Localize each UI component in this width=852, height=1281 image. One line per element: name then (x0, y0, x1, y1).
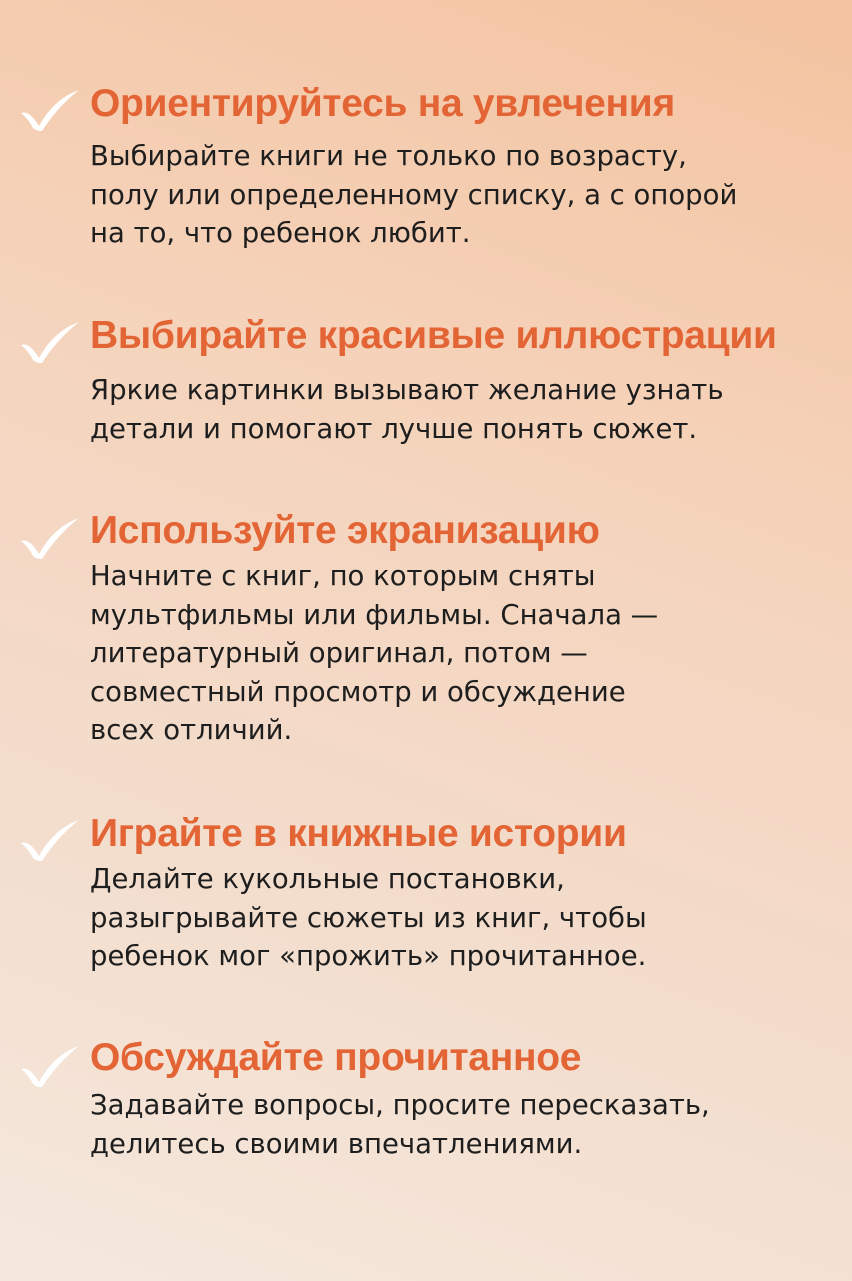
tip-description (90, 1086, 820, 1163)
tip-description-line: Выбирайте книги не только по возрасту, (90, 140, 687, 172)
tip-title: Используйте экранизацию (90, 509, 600, 552)
checkmark-icon (18, 1044, 82, 1088)
tip-description-line: мультфильмы или фильмы. Сначала — (90, 598, 659, 631)
checkmark-icon (18, 320, 82, 364)
tip-title: Играйте в книжные истории (90, 812, 627, 855)
checkmark-icon (18, 516, 82, 560)
tip-description-line: делитесь своими впечатлениями. (90, 1127, 583, 1160)
tip-description (90, 137, 820, 253)
tip-description-line: всех отличий. (90, 714, 293, 746)
tip-description (90, 860, 820, 976)
tip-description-line: детали и помогают лучше понять сюжет. (90, 412, 698, 445)
tip-description-line: Яркие картинки вызывают желание узнать (90, 374, 724, 406)
tip-description-line: литературный оригинал, потом — (90, 637, 588, 669)
checkmark-icon (18, 88, 82, 132)
tip-description-line: разыгрывайте сюжеты из книг, чтобы (90, 901, 647, 934)
tip-description-line: ребенок мог «прожить» прочитанное. (90, 940, 647, 972)
tip-description-line: Задавайте вопросы, просите пересказать, (90, 1089, 710, 1121)
tip-description (90, 557, 820, 750)
checkmark-icon (18, 818, 82, 862)
tip-description-line: на то, что ребенок любит. (90, 217, 471, 249)
tip-description (90, 371, 820, 448)
tip-description-line: Делайте кукольные постановки, (90, 863, 565, 895)
tip-title: Ориентируйтесь на увлечения (90, 82, 675, 125)
tip-description-line: Начните с книг, по которым сняты (90, 560, 596, 592)
tip-description-line: полу или определенному списку, а с опорой (90, 178, 738, 211)
tip-description-line: совместный просмотр и обсуждение (90, 675, 626, 708)
tip-title: Обсуждайте прочитанное (90, 1036, 582, 1079)
tip-title: Выбирайте красивые иллюстрации (90, 314, 777, 357)
